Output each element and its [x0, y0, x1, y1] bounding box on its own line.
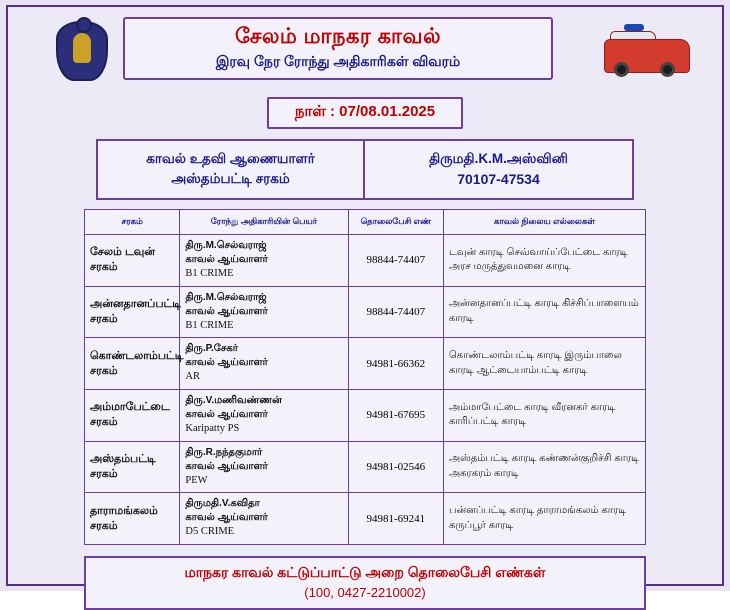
page-subtitle: இரவு நேர ரோந்து அதிகாரிகள் விவரம்	[215, 53, 461, 70]
table-header-row	[85, 209, 646, 234]
cell-officer-name: திரு.V.மணிவண்ணன்	[185, 394, 282, 406]
police-emblem-icon	[48, 19, 112, 87]
cell-limits: கொண்டலாம்பட்டி காரடி இரும்பாலை காரடி ஆட்டையாம்பட்டி காரடி	[444, 338, 646, 390]
table-row	[85, 441, 646, 493]
cell-officer-unit: PEW	[185, 474, 208, 486]
cell-officer	[180, 338, 348, 390]
cell-officer-name: திரு.P.சேகர்	[185, 343, 239, 355]
cell-limits: அஸ்தம்பட்டி காரடி கண்ணன்குறிச்சி காரடி அகரகரம் காரடி	[444, 441, 646, 493]
cell-station: அஸ்தம்பட்டி சரகம்	[85, 441, 180, 493]
cell-officer-rank: காவல் ஆய்வாளர்	[185, 305, 268, 317]
cell-limits: அம்மாபேட்டை காரடி வீரனகர் காரடி காரிப்பட்டி காரடி	[444, 389, 646, 441]
column-header-officer: ரோந்து அதிகாரியின் பெயர்	[180, 209, 348, 234]
control-room-footer	[84, 556, 646, 610]
cell-officer	[180, 234, 348, 286]
cell-officer-unit: D5 CRIME	[185, 526, 235, 538]
column-header-phone: தொலைபேசி எண்	[348, 209, 443, 234]
table-row	[85, 389, 646, 441]
cell-limits: அன்னதானப்பட்டி காரடி கிச்சிப்பாளையம் காரடி	[444, 286, 646, 338]
cell-phone: 94981-69241	[348, 493, 443, 545]
table-row	[85, 338, 646, 390]
duty-table-wrap	[84, 209, 646, 545]
cell-station: தாராமங்கலம் சரகம்	[85, 493, 180, 545]
cell-phone: 98844-74407	[348, 234, 443, 286]
cell-limits: பன்னப்பட்டி காரடி தாராமங்கலம் காரடி கருப்பூர் காரடி	[444, 493, 646, 545]
cell-station: அன்னதானப்பட்டி சரகம்	[85, 286, 180, 338]
control-room-numbers: (100, 0427-2210002)	[304, 584, 426, 600]
cell-officer-unit: B1 CRIME	[185, 267, 234, 279]
police-van-icon	[598, 25, 694, 83]
cell-officer	[180, 389, 348, 441]
officer-phone: 70107-47534	[457, 170, 540, 187]
cell-officer-unit: AR	[185, 371, 200, 383]
officer-name: திருமதி.K.M.அஸ்வினி	[429, 151, 568, 166]
duty-table	[84, 209, 646, 545]
column-header-limits: காவல் நிலைய எல்லைகள்	[444, 209, 646, 234]
cell-limits: டவுன் காரடி செவ்வாய்ப்பேட்டை காரடி அரச மருத்துவமனை காரடி	[444, 234, 646, 286]
poster-outer-frame	[6, 5, 724, 600]
cell-station: சேலம் டவுன் சரகம்	[85, 234, 180, 286]
cell-station: அம்மாபேட்டை சரகம்	[85, 389, 180, 441]
table-row	[85, 234, 646, 286]
cell-officer-rank: காவல் ஆய்வாளர்	[185, 408, 268, 420]
page-title: சேலம் மாநகர காவல்	[234, 25, 442, 48]
cell-officer-rank: காவல் ஆய்வாளர்	[185, 357, 268, 369]
cell-officer-name: திரு.M.செல்வராஜ்	[185, 291, 267, 303]
officer-designation-line1: காவல் உதவி ஆணையாளர்	[146, 151, 315, 166]
cell-phone: 94981-66362	[348, 338, 443, 390]
officer-designation	[98, 141, 365, 198]
cell-officer	[180, 286, 348, 338]
column-header-station: சரகம்	[85, 209, 180, 234]
cell-officer	[180, 441, 348, 493]
title-box	[123, 17, 553, 80]
officer-contact	[365, 141, 632, 198]
cell-phone: 94981-67695	[348, 389, 443, 441]
cell-officer-unit: B1 CRIME	[185, 319, 234, 331]
date-row	[18, 97, 712, 129]
cell-officer-unit: Karipatty PS	[185, 422, 240, 434]
poster-content	[18, 15, 712, 600]
cell-officer-name: திரு.M.செல்வராஜ்	[185, 239, 267, 251]
officer-designation-line2: அஸ்தம்பட்டி சரகம்	[171, 170, 290, 186]
cell-officer-rank: காவல் ஆய்வாளர்	[185, 460, 268, 472]
control-room-label: மாநகர காவல் கட்டுப்பாட்டு அறை தொலைபேசி எண்கள்	[184, 563, 546, 580]
cell-officer-name: திருமதி.V.கவிதா	[185, 498, 260, 510]
table-row	[85, 286, 646, 338]
date-box	[267, 97, 463, 129]
cell-officer-name: திரு.R.நந்தகுமார்	[185, 446, 263, 458]
cell-officer-rank: காவல் ஆய்வாளர்	[185, 512, 268, 524]
poster-header	[18, 15, 712, 93]
date-label: நாள் : 07/08.01.2025	[294, 103, 436, 120]
officer-in-charge-box	[96, 139, 634, 200]
cell-officer	[180, 493, 348, 545]
cell-officer-rank: காவல் ஆய்வாளர்	[185, 253, 268, 265]
table-row	[85, 493, 646, 545]
cell-phone: 94981-02546	[348, 441, 443, 493]
cell-station: கொண்டலாம்பட்டி சரகம்	[85, 338, 180, 390]
cell-phone: 98844-74407	[348, 286, 443, 338]
